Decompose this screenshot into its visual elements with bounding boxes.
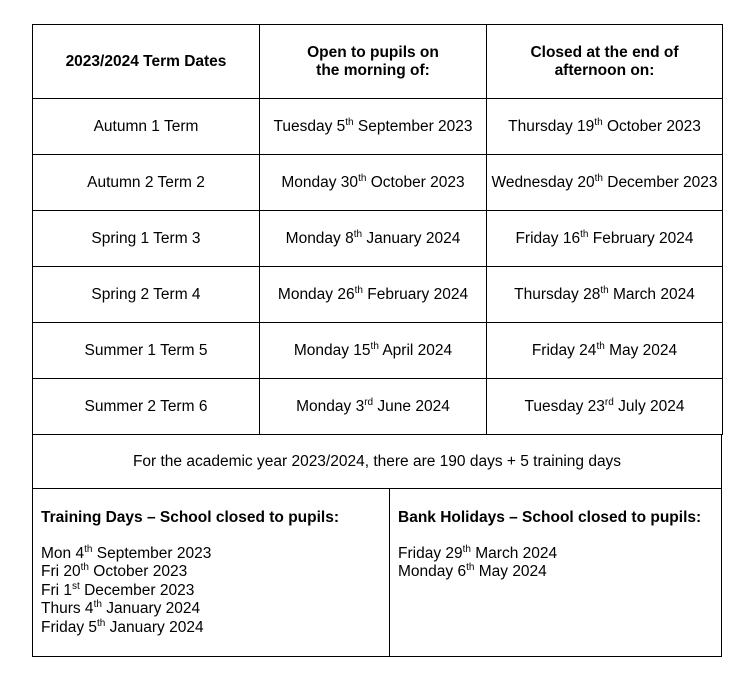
ordinal-suffix: th [462, 543, 471, 555]
table-row [33, 323, 723, 379]
header-open-line1: Open to pupils on [307, 43, 439, 61]
header-close-line2: afternoon on: [554, 61, 655, 79]
list-item [398, 545, 713, 564]
date-text: Fri 20 [41, 563, 81, 580]
open-date [260, 323, 487, 379]
date-text: Friday 24 [531, 341, 597, 359]
date-text: Thursday 19 [508, 117, 595, 135]
date-text: Wednesday 20 [491, 173, 595, 191]
date-text: Thursday 28 [514, 285, 601, 303]
date-text: Mon 4 [41, 544, 85, 562]
header-open [260, 25, 487, 99]
term-name: Autumn 1 Term [33, 99, 260, 155]
list-item [398, 563, 713, 582]
header-open-line2: the morning of: [316, 61, 430, 79]
academic-year-summary [32, 435, 722, 489]
date-text: January 2024 [101, 600, 201, 617]
date-text: Friday 29 [398, 544, 463, 562]
date-text: Friday 16 [515, 229, 581, 247]
open-date [260, 211, 487, 267]
table-row [33, 155, 723, 211]
training-days-list [41, 545, 381, 638]
table-header-row [33, 25, 723, 99]
date-text: Monday 8 [285, 229, 354, 247]
list-item [41, 582, 381, 601]
ordinal-suffix: th [370, 340, 379, 352]
date-text: January 2024 [362, 229, 461, 247]
ordinal-suffix: st [72, 580, 80, 592]
date-text: March 2024 [608, 285, 695, 303]
header-term-label: 2023/2024 Term Dates [65, 52, 227, 70]
close-date [487, 155, 723, 211]
term-name: Summer 1 Term 5 [33, 323, 260, 379]
ordinal-suffix: th [358, 172, 367, 184]
ordinal-suffix: th [353, 228, 363, 240]
date-text: Monday 26 [277, 285, 355, 303]
term-dates-table [32, 24, 723, 435]
bank-holidays-panel [390, 489, 721, 656]
date-text: Monday 6 [398, 563, 467, 580]
ordinal-suffix: th [97, 617, 106, 629]
table-row [33, 379, 723, 435]
date-text: May 2024 [604, 341, 678, 359]
date-text: December 2023 [79, 581, 195, 599]
training-days-panel [33, 489, 390, 656]
ordinal-suffix: rd [604, 396, 614, 408]
term-dates-document [32, 24, 722, 657]
date-text: Tuesday 5 [273, 117, 346, 135]
date-text: October 2023 [366, 173, 465, 191]
date-text: Thurs 4 [41, 600, 94, 617]
header-close [487, 25, 723, 99]
closure-days-section [32, 489, 722, 657]
list-item [41, 545, 381, 564]
date-text: February 2024 [362, 285, 469, 303]
summary-text: For the academic year 2023/2024, there are 190 days + 5 training days [132, 452, 622, 470]
list-item [41, 619, 381, 638]
close-date [487, 99, 723, 155]
list-item [41, 563, 381, 582]
open-date [260, 99, 487, 155]
term-name: Summer 2 Term 6 [33, 379, 260, 435]
bank-holidays-title: Bank Holidays – School closed to pupils: [398, 509, 702, 526]
ordinal-suffix: th [354, 284, 363, 296]
close-date [487, 211, 723, 267]
ordinal-suffix: th [466, 561, 475, 573]
date-text: July 2024 [613, 397, 685, 415]
ordinal-suffix: th [580, 228, 589, 240]
ordinal-suffix: th [594, 116, 603, 128]
ordinal-suffix: rd [364, 396, 374, 408]
open-date [260, 379, 487, 435]
term-name: Spring 2 Term 4 [33, 267, 260, 323]
date-text: September 2023 [92, 544, 212, 562]
ordinal-suffix: th [93, 598, 102, 610]
ordinal-suffix: th [84, 543, 93, 555]
date-text: January 2024 [105, 618, 204, 636]
term-name: Autumn 2 Term 2 [33, 155, 260, 211]
open-date [260, 267, 487, 323]
training-days-title: Training Days – School closed to pupils: [41, 509, 339, 526]
date-text: December 2023 [602, 173, 718, 191]
close-date [487, 379, 723, 435]
date-text: Tuesday 23 [524, 397, 605, 415]
list-item [41, 600, 381, 619]
date-text: October 2023 [88, 563, 188, 580]
header-term [33, 25, 260, 99]
date-text: Monday 30 [281, 173, 359, 191]
ordinal-suffix: th [594, 172, 603, 184]
date-text: June 2024 [373, 397, 450, 415]
date-text: May 2024 [474, 563, 547, 580]
close-date [487, 267, 723, 323]
open-date [260, 155, 487, 211]
date-text: March 2024 [470, 544, 558, 562]
date-text: Fri 1 [41, 581, 72, 599]
ordinal-suffix: th [345, 116, 354, 128]
date-text: April 2024 [378, 341, 453, 359]
ordinal-suffix: th [80, 561, 89, 573]
date-text: February 2024 [588, 229, 694, 247]
date-text: Monday 3 [296, 397, 365, 415]
ordinal-suffix: th [600, 284, 609, 296]
table-row [33, 267, 723, 323]
table-row [33, 211, 723, 267]
term-name: Spring 1 Term 3 [33, 211, 260, 267]
date-text: October 2023 [602, 117, 701, 135]
date-text: Friday 5 [41, 618, 97, 636]
ordinal-suffix: th [596, 340, 605, 352]
date-text: Monday 15 [293, 341, 371, 359]
bank-holidays-list [398, 545, 713, 582]
close-date [487, 323, 723, 379]
table-row [33, 99, 723, 155]
header-close-line1: Closed at the end of [530, 43, 679, 61]
date-text: September 2023 [353, 117, 473, 135]
